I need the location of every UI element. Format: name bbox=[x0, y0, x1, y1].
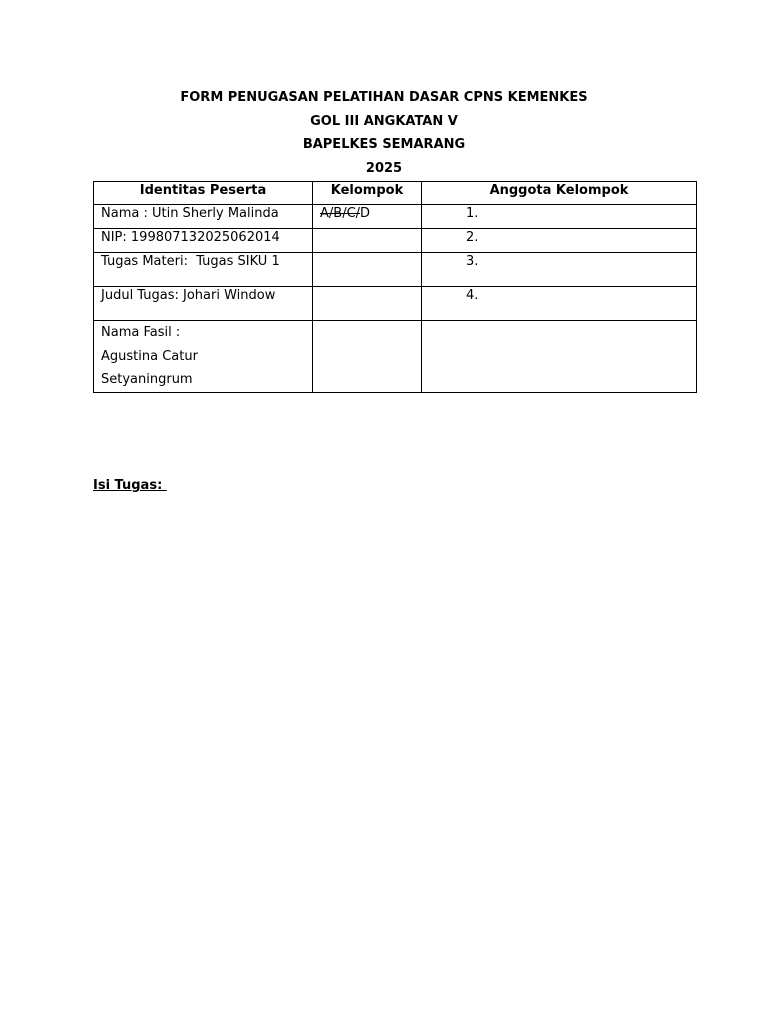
participant-nip: NIP: 199807132025062014 bbox=[101, 230, 280, 245]
header-kelompok: Kelompok bbox=[313, 182, 422, 205]
form-subtitle-institution: BAPELKES SEMARANG bbox=[302, 137, 466, 152]
cell-kelompok bbox=[313, 205, 422, 229]
cell-empty bbox=[313, 229, 422, 253]
member-number-3: 3. bbox=[466, 254, 479, 269]
cell-tugas-materi bbox=[94, 253, 313, 287]
cell-fasil bbox=[94, 321, 313, 393]
table-header-row bbox=[94, 182, 697, 205]
participant-table bbox=[93, 181, 697, 393]
member-number-4: 4. bbox=[466, 288, 479, 303]
form-subtitle-gol: GOL III ANGKATAN V bbox=[310, 113, 458, 129]
cell-nip bbox=[94, 229, 313, 253]
fasil-label: Nama Fasil : bbox=[101, 325, 181, 340]
table-row bbox=[94, 229, 697, 253]
cell-empty bbox=[313, 287, 422, 321]
cell-nama bbox=[94, 205, 313, 229]
document-header bbox=[0, 86, 768, 180]
member-number-1: 1. bbox=[466, 206, 479, 221]
cell-empty bbox=[313, 253, 422, 287]
table-row bbox=[94, 321, 697, 393]
cell-anggota-1 bbox=[422, 205, 697, 229]
cell-anggota-3 bbox=[422, 253, 697, 287]
cell-empty bbox=[422, 321, 697, 393]
form-year: 2025 bbox=[365, 160, 403, 176]
cell-anggota-2 bbox=[422, 229, 697, 253]
header-anggota: Anggota Kelompok bbox=[422, 182, 697, 205]
table-row bbox=[94, 205, 697, 229]
cell-empty bbox=[313, 321, 422, 393]
kelompok-selected: D bbox=[360, 206, 371, 221]
participant-name: Nama : Utin Sherly Malinda bbox=[101, 206, 279, 221]
table-row bbox=[94, 253, 697, 287]
judul-tugas: Judul Tugas: Johari Window bbox=[101, 288, 276, 303]
cell-judul-tugas bbox=[94, 287, 313, 321]
form-title: FORM PENUGASAN PELATIHAN DASAR CPNS KEMENKES bbox=[180, 90, 588, 105]
member-number-2: 2. bbox=[466, 230, 479, 245]
fasil-name-line2: Setyaningrum bbox=[101, 372, 193, 387]
table-row bbox=[94, 287, 697, 321]
isi-tugas-heading: Isi Tugas: bbox=[93, 478, 167, 493]
kelompok-value bbox=[320, 205, 414, 223]
header-identitas: Identitas Peserta bbox=[94, 182, 313, 205]
fasil-name-line1: Agustina Catur bbox=[101, 348, 198, 364]
cell-anggota-4 bbox=[422, 287, 697, 321]
tugas-materi: Tugas Materi: Tugas SIKU 1 bbox=[101, 254, 280, 269]
kelompok-struck-options: A/B/C/ bbox=[320, 206, 361, 221]
